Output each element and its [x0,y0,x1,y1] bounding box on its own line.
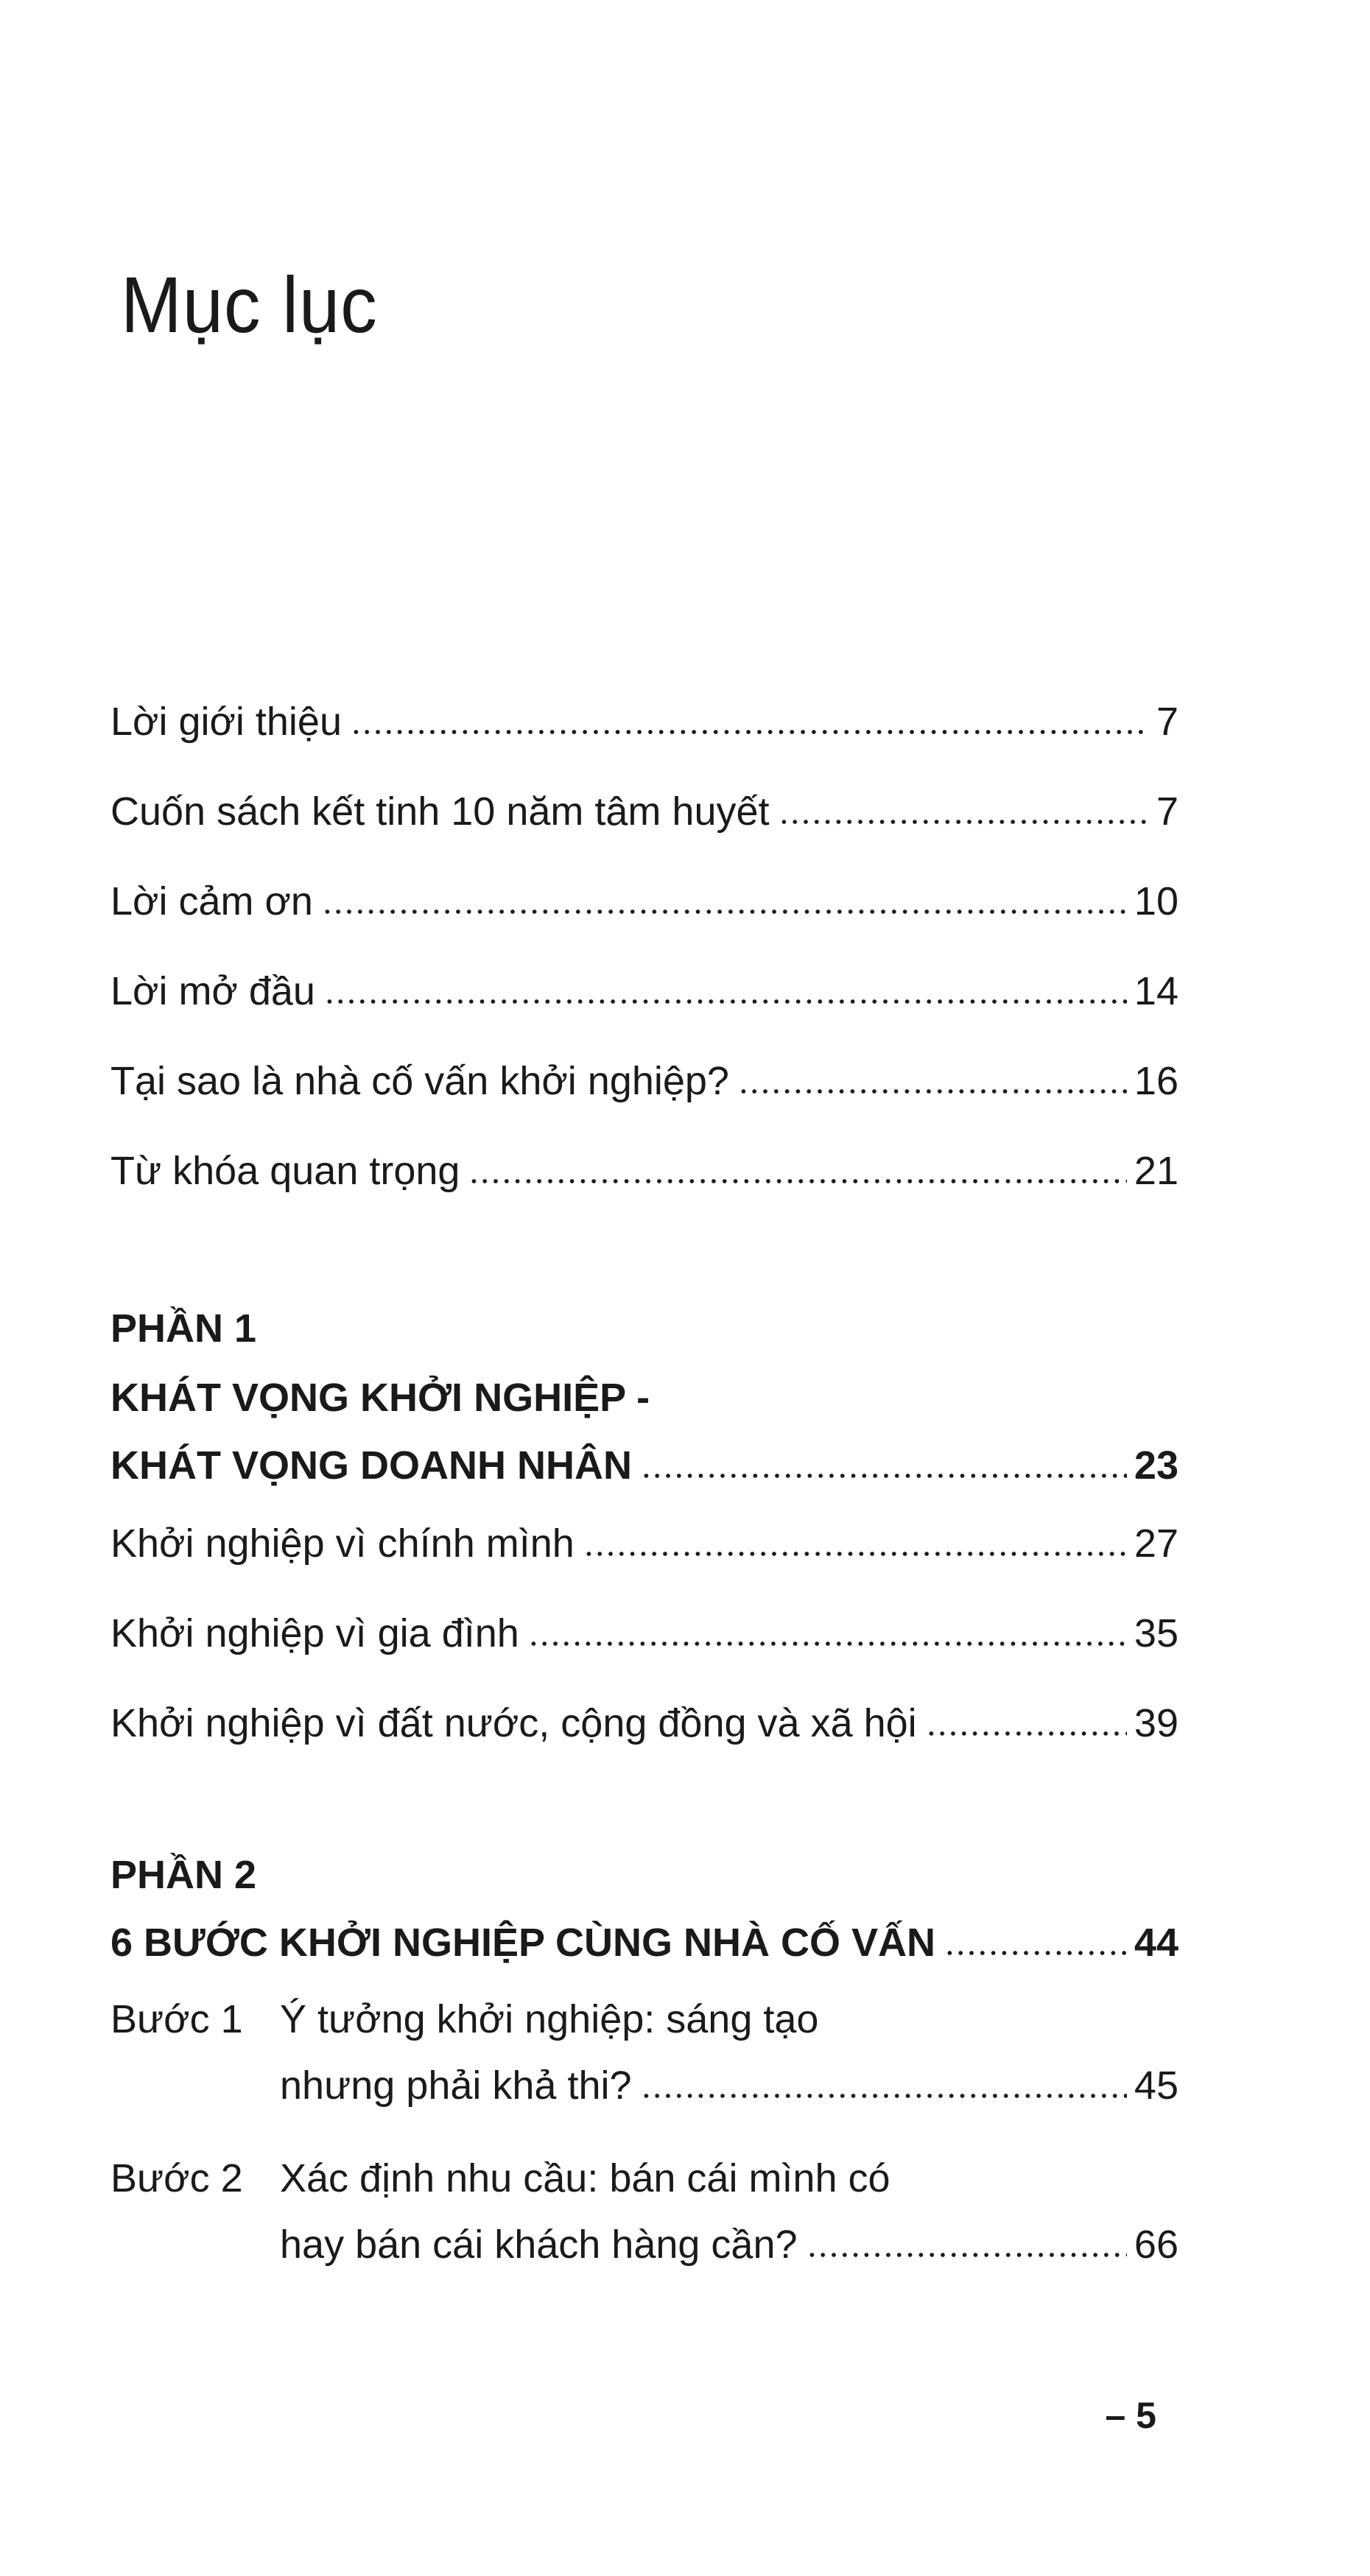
toc-entry-label: Lời giới thiệu [110,700,342,744]
toc-entry-for-family[interactable] [110,1611,1178,1655]
toc-entry-page: 66 [1134,2223,1178,2267]
toc-entry-part2[interactable] [110,1921,1178,1965]
toc-entry-page: 21 [1134,1149,1178,1193]
toc-entry-page: 7 [1156,789,1178,834]
toc-entry-acknowledgements[interactable] [110,879,1178,923]
toc-entry-why-mentor[interactable] [110,1059,1178,1103]
toc-entry-page: 23 [1134,1443,1178,1488]
dot-leader [322,909,1127,915]
dot-leader [807,2252,1127,2258]
dot-leader [926,1731,1127,1736]
dot-leader [944,1950,1127,1956]
part1-heading: PHẦN 1 [110,1306,257,1351]
step1-label: Bước 1 [110,1997,243,2041]
toc-entry-label: nhưng phải khả thi? [280,2063,632,2108]
toc-entry-keywords[interactable] [110,1149,1178,1193]
dot-leader [779,819,1149,825]
toc-entry-book-summary[interactable] [110,789,1178,834]
toc-entry-page: 14 [1134,969,1178,1013]
part1-title-line1: KHÁT VỌNG KHỞI NGHIỆP - [110,1376,650,1420]
toc-entry-page: 7 [1156,700,1178,744]
toc-entry-introduction[interactable] [110,700,1178,744]
step1-title-line1: Ý tưởng khởi nghiệp: sáng tạo [280,1997,819,2041]
dot-leader [641,2093,1127,2099]
toc-entry-page: 16 [1134,1059,1178,1103]
toc-entry-label: Từ khóa quan trọng [110,1149,460,1193]
toc-entry-part1[interactable] [110,1443,1178,1488]
toc-entry-label: Khởi nghiệp vì gia đình [110,1611,519,1655]
step2-title-line1: Xác định nhu cầu: bán cái mình có [280,2156,890,2200]
toc-entry-page: 10 [1134,879,1178,923]
toc-entry-label: KHÁT VỌNG DOANH NHÂN [110,1443,632,1488]
toc-entry-label: Khởi nghiệp vì chính mình [110,1521,575,1566]
dot-leader [738,1088,1127,1094]
toc-entry-label: Tại sao là nhà cố vấn khởi nghiệp? [110,1059,729,1103]
part2-heading: PHẦN 2 [110,1853,257,1897]
page-title: Mục lục [121,260,378,349]
toc-entry-page: 27 [1134,1521,1178,1566]
page-number: – 5 [1105,2395,1156,2436]
dot-leader [641,1473,1127,1479]
toc-entry-step1[interactable] [280,2063,1178,2108]
toc-entry-page: 45 [1134,2063,1178,2108]
dot-leader [468,1178,1126,1184]
toc-entry-step2[interactable] [280,2223,1178,2267]
toc-entry-page: 39 [1134,1701,1178,1745]
step2-label: Bước 2 [110,2156,243,2200]
dot-leader [583,1551,1127,1557]
toc-entry-page: 35 [1134,1611,1178,1655]
toc-entry-preface[interactable] [110,969,1178,1013]
toc-entry-label: Cuốn sách kết tinh 10 năm tâm huyết [110,789,770,834]
dot-leader [528,1641,1127,1647]
toc-entry-label: Lời mở đầu [110,969,315,1013]
toc-entry-label: 6 BƯỚC KHỞI NGHIỆP CÙNG NHÀ CỐ VẤN [110,1921,936,1965]
dot-leader [351,729,1149,735]
toc-entry-label: Lời cảm ơn [110,879,313,923]
toc-entry-label: hay bán cái khách hàng cần? [280,2223,798,2267]
toc-entry-for-self[interactable] [110,1521,1178,1566]
toc-entry-for-country[interactable] [110,1701,1178,1745]
toc-entry-label: Khởi nghiệp vì đất nước, cộng đồng và xã hội [110,1701,917,1745]
dot-leader [324,999,1127,1004]
toc-entry-page: 44 [1134,1921,1178,1965]
